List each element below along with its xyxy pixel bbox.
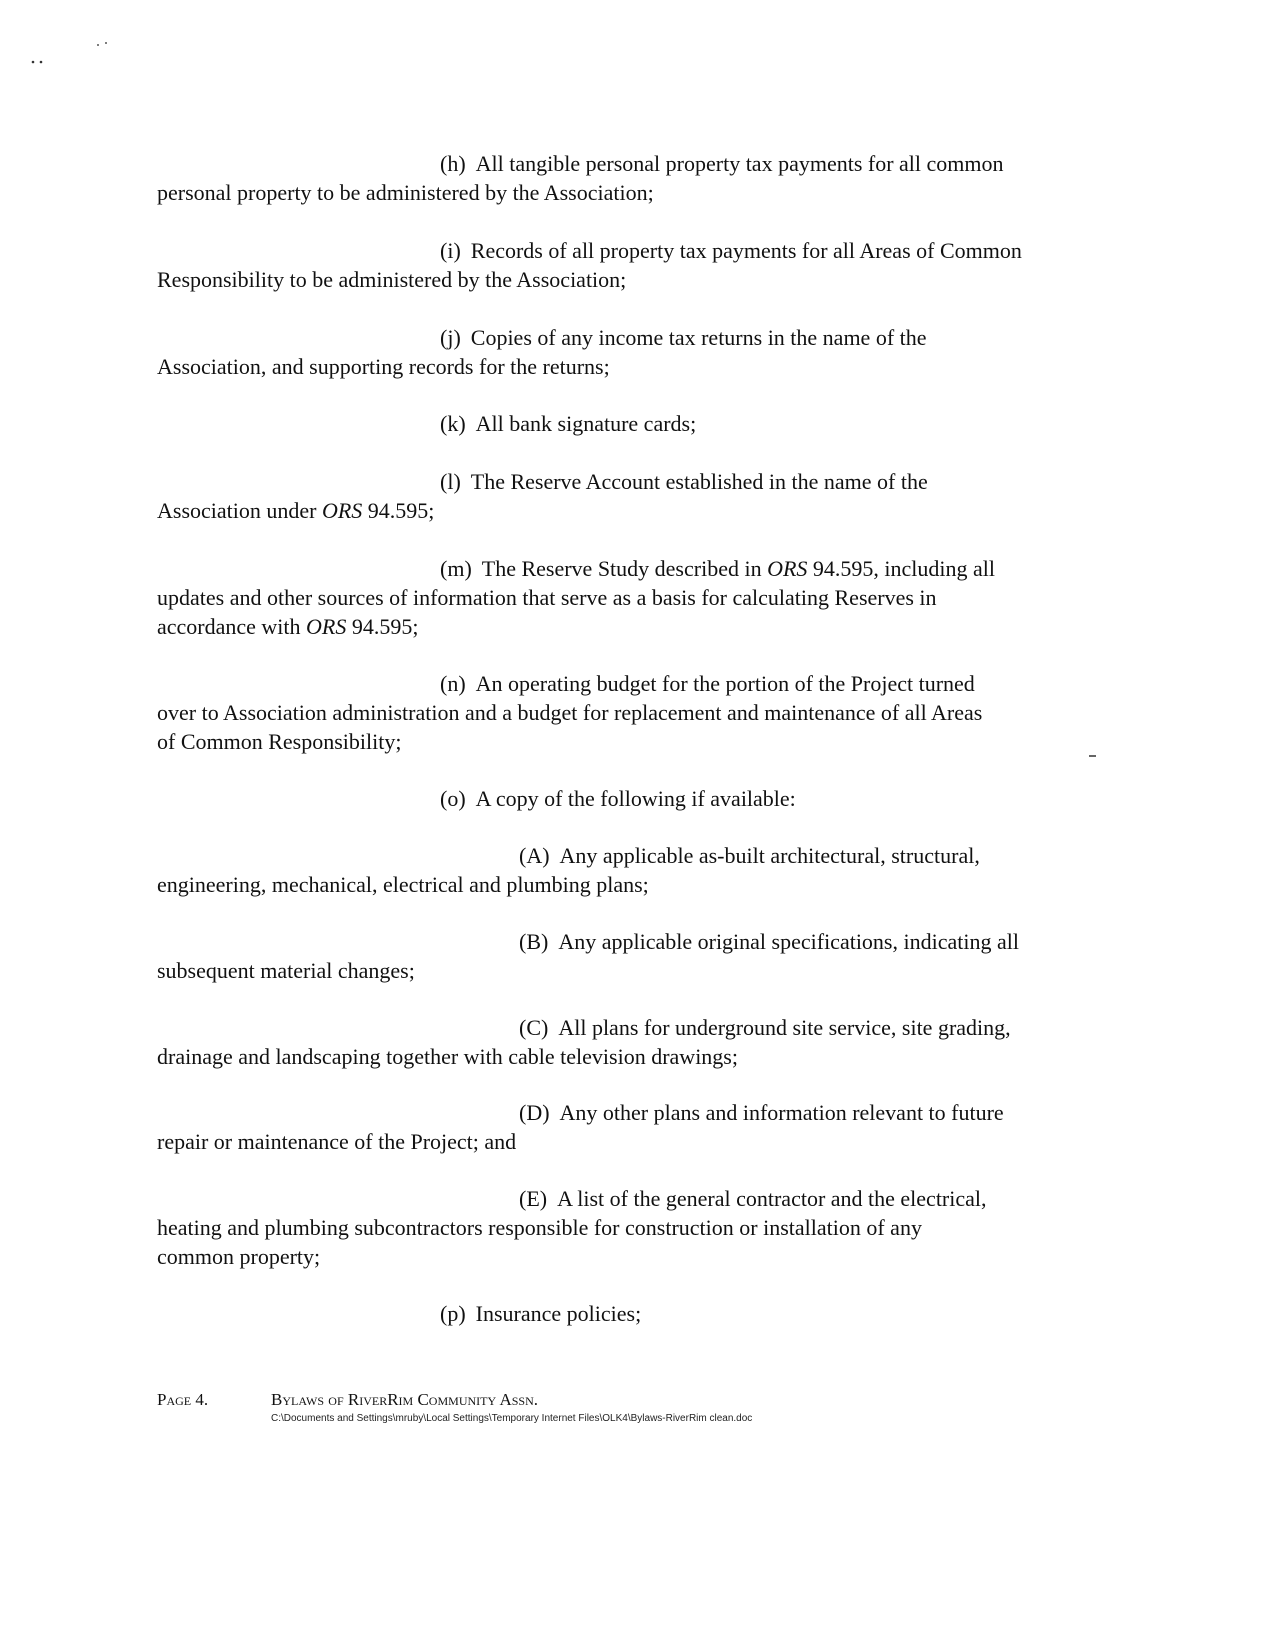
item-k-marker: (k) bbox=[440, 411, 466, 436]
subitem-c-line-1: (C) All plans for underground site service, site grading, bbox=[519, 1015, 1011, 1040]
item-m-line-3: accordance with ORS 94.595; bbox=[157, 614, 419, 639]
subitem-b-line-2: subsequent material changes; bbox=[157, 958, 415, 983]
subitem-d-line-2: repair or maintenance of the Project; and bbox=[157, 1129, 517, 1154]
item-h-line-2: personal property to be administered by the Association; bbox=[157, 180, 654, 205]
item-h-marker: (h) bbox=[440, 151, 466, 176]
item-h bbox=[157, 149, 1117, 207]
subitem-a-line-1: (A) Any applicable as-built architectural, structural, bbox=[519, 843, 980, 868]
item-n-line-2: over to Association administration and a budget for replacement and maintenance of all Areas bbox=[157, 700, 983, 725]
scan-specks bbox=[0, 0, 140, 80]
speck-3 bbox=[97, 44, 99, 46]
subitem-e-line-2: heating and plumbing subcontractors responsible for construction or installation of any bbox=[157, 1215, 922, 1240]
item-m-marker: (m) bbox=[440, 556, 472, 581]
item-m bbox=[157, 554, 1117, 641]
subitem-d bbox=[157, 1098, 1117, 1156]
item-j-line-2: Association, and supporting records for the returns; bbox=[157, 354, 610, 379]
speck-1 bbox=[32, 61, 35, 64]
item-l-line-2: Association under ORS 94.595; bbox=[157, 498, 435, 523]
subitem-a-marker: (A) bbox=[519, 843, 550, 868]
item-h-line-1: (h) All tangible personal property tax payments for all common bbox=[440, 151, 1004, 176]
subitem-d-marker: (D) bbox=[519, 1100, 550, 1125]
subitem-e-line-1: (E) A list of the general contractor and the electrical, bbox=[519, 1186, 987, 1211]
subitem-e-marker: (E) bbox=[519, 1186, 548, 1211]
page-footer bbox=[157, 1390, 538, 1410]
item-i-line-2: Responsibility to be administered by the Association; bbox=[157, 267, 627, 292]
subitem-c-marker: (C) bbox=[519, 1015, 549, 1040]
item-m-line-1: (m) The Reserve Study described in ORS 94.595, including all bbox=[440, 556, 995, 581]
item-o-marker: (o) bbox=[440, 786, 466, 811]
item-n-line-1: (n) An operating budget for the portion of the Project turned bbox=[440, 671, 975, 696]
ors-citation: ORS bbox=[306, 614, 347, 639]
item-i-line-1: (i) Records of all property tax payments for all Areas of Common bbox=[440, 238, 1022, 263]
item-n bbox=[157, 669, 1117, 756]
footer-document-title: Bylaws of RiverRim Community Assn. bbox=[271, 1390, 538, 1409]
subitem-a bbox=[157, 841, 1117, 899]
speck-2 bbox=[40, 61, 43, 64]
item-i-marker: (i) bbox=[440, 238, 461, 263]
item-p bbox=[157, 1299, 1117, 1328]
item-o bbox=[157, 784, 1117, 813]
subitem-c bbox=[157, 1013, 1117, 1071]
subitem-c-line-2: drainage and landscaping together with cable television drawings; bbox=[157, 1044, 738, 1069]
ors-citation: ORS bbox=[321, 498, 363, 523]
item-o-line-1: (o) A copy of the following if available: bbox=[440, 786, 796, 811]
item-l bbox=[157, 467, 1117, 525]
item-j-line-1: (j) Copies of any income tax returns in the name of the bbox=[440, 325, 927, 350]
subitem-b-line-1: (B) Any applicable original specifications, indicating all bbox=[519, 929, 1019, 954]
item-l-line-1: (l) The Reserve Account established in the name of the bbox=[440, 469, 928, 494]
item-m-line-2: updates and other sources of information that serve as a basis for calculating Reserves in bbox=[157, 585, 937, 610]
item-j-marker: (j) bbox=[440, 325, 461, 350]
item-k-line-1: (k) All bank signature cards; bbox=[440, 411, 697, 436]
subitem-d-line-1: (D) Any other plans and information relevant to future bbox=[519, 1100, 1004, 1125]
item-n-marker: (n) bbox=[440, 671, 466, 696]
item-p-marker: (p) bbox=[440, 1301, 466, 1326]
item-l-marker: (l) bbox=[440, 469, 461, 494]
footer-file-path: C:\Documents and Settings\mruby\Local Settings\Temporary Internet Files\OLK4\Bylaws-RiverRim clean.doc bbox=[271, 1413, 753, 1424]
footer-page-number: Page 4. bbox=[157, 1390, 209, 1409]
item-n-line-3: of Common Responsibility; bbox=[157, 729, 402, 754]
subitem-b-marker: (B) bbox=[519, 929, 549, 954]
item-j bbox=[157, 323, 1117, 381]
item-k bbox=[157, 409, 1117, 438]
speck-4 bbox=[105, 42, 107, 44]
subitem-e-line-3: common property; bbox=[157, 1244, 321, 1269]
subitem-a-line-2: engineering, mechanical, electrical and plumbing plans; bbox=[157, 872, 649, 897]
item-p-line-1: (p) Insurance policies; bbox=[440, 1301, 642, 1326]
subitem-e bbox=[157, 1184, 1117, 1271]
scan-mark bbox=[1089, 755, 1096, 757]
subitem-b bbox=[157, 927, 1117, 985]
ors-citation: ORS bbox=[767, 556, 808, 581]
item-i bbox=[157, 236, 1117, 294]
